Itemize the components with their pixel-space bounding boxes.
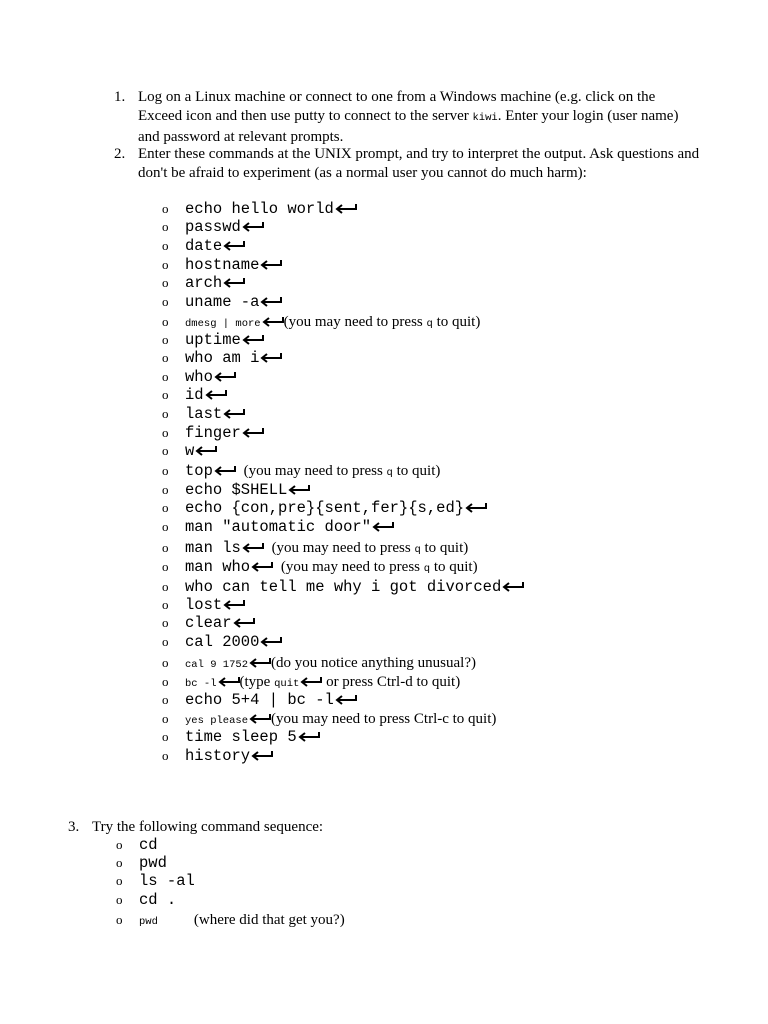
bullet-icon: o bbox=[162, 201, 169, 216]
key-name: q bbox=[386, 467, 393, 479]
bullet-icon: o bbox=[116, 892, 123, 907]
command-line bbox=[139, 871, 195, 891]
return-arrow-icon bbox=[195, 445, 217, 457]
bullet-icon: o bbox=[116, 855, 123, 870]
return-arrow-icon bbox=[223, 599, 245, 611]
return-arrow-icon bbox=[242, 427, 264, 439]
command-text: cd . bbox=[139, 891, 177, 909]
command-line bbox=[185, 557, 478, 579]
command-line bbox=[139, 835, 158, 855]
bullet-icon: o bbox=[162, 500, 169, 515]
command-text: man who bbox=[185, 558, 251, 576]
command-line bbox=[185, 236, 245, 256]
command-text: lost bbox=[185, 596, 223, 614]
command-text: echo {con,pre}{sent,fer}{s,ed} bbox=[185, 499, 465, 517]
command-text: passwd bbox=[185, 218, 241, 236]
command-text: echo hello world bbox=[185, 200, 334, 218]
command-text: yes please bbox=[185, 715, 249, 727]
command-line bbox=[185, 727, 320, 747]
command-text: who can tell me why i got divorced bbox=[185, 578, 502, 596]
bullet-icon: o bbox=[162, 692, 169, 707]
return-arrow-icon bbox=[249, 657, 271, 669]
step-1-text-before: Log on a Linux machine or connect to one from a Windows machine (e.g. click on the Exceed icon and then use putty to connect to the server bbox=[138, 89, 656, 124]
return-arrow-icon bbox=[223, 277, 245, 289]
command-note-end: to quit) bbox=[420, 540, 469, 556]
command-text: pwd bbox=[139, 854, 167, 872]
command-line bbox=[185, 595, 245, 615]
key-name: quit bbox=[274, 678, 300, 690]
return-arrow-icon bbox=[502, 581, 524, 593]
command-note: (you may need to press bbox=[267, 540, 415, 556]
step-3-number: 3. bbox=[68, 819, 80, 835]
command-text: date bbox=[185, 237, 223, 255]
bullet-icon: o bbox=[116, 873, 123, 888]
command-note-end: to quit) bbox=[432, 314, 481, 330]
step-2-text: Enter these commands at the UNIX prompt, and try to interpret the output. Ask questions and don't be afraid to experiment (as a normal user you cannot do much harm): bbox=[138, 146, 700, 181]
command-note: (you may need to press bbox=[277, 559, 424, 575]
command-line bbox=[185, 498, 487, 518]
command-text: id bbox=[185, 386, 204, 404]
return-arrow-icon bbox=[242, 334, 264, 346]
return-arrow-icon bbox=[335, 694, 357, 706]
key-name: q bbox=[414, 544, 421, 556]
key-name: q bbox=[423, 563, 431, 575]
command-line bbox=[185, 404, 245, 424]
command-line bbox=[185, 330, 264, 350]
command-line bbox=[185, 217, 264, 237]
bullet-icon: o bbox=[162, 597, 169, 612]
return-arrow-icon bbox=[260, 296, 282, 308]
command-text: finger bbox=[185, 424, 241, 442]
return-arrow-icon bbox=[249, 713, 271, 725]
bullet-icon: o bbox=[162, 615, 169, 630]
return-arrow-icon bbox=[335, 203, 357, 215]
command-text: who bbox=[185, 368, 213, 386]
server-name: kiwi bbox=[472, 112, 498, 124]
return-arrow-icon bbox=[223, 240, 245, 252]
command-text: last bbox=[185, 405, 223, 423]
return-arrow-icon bbox=[372, 521, 394, 533]
command-line bbox=[185, 613, 255, 633]
command-text: clear bbox=[185, 614, 232, 632]
command-line bbox=[139, 890, 176, 910]
bullet-icon: o bbox=[162, 729, 169, 744]
command-line bbox=[185, 577, 524, 597]
bullet-icon: o bbox=[162, 425, 169, 440]
command-text: uptime bbox=[185, 331, 241, 349]
command-text: ls -al bbox=[139, 872, 195, 890]
command-text: bc -l bbox=[185, 678, 217, 690]
return-arrow-icon bbox=[242, 542, 264, 554]
command-text: time sleep 5 bbox=[185, 728, 297, 746]
command-text: man ls bbox=[185, 539, 241, 557]
bullet-icon: o bbox=[162, 748, 169, 763]
command-line bbox=[139, 853, 167, 873]
return-arrow-icon bbox=[260, 259, 282, 271]
step-1-text bbox=[138, 88, 698, 147]
command-line bbox=[185, 255, 282, 275]
command-line bbox=[185, 480, 310, 500]
command-note-end: or press Ctrl-d to quit) bbox=[322, 674, 461, 690]
command-line bbox=[185, 632, 282, 652]
command-text: cal 2000 bbox=[185, 633, 260, 651]
bullet-icon: o bbox=[162, 674, 169, 689]
bullet-icon: o bbox=[162, 294, 169, 309]
return-arrow-icon bbox=[298, 731, 320, 743]
command-note: (where did that get you?) bbox=[193, 912, 345, 928]
bullet-icon: o bbox=[162, 314, 169, 329]
command-text: cal 9 1752 bbox=[185, 659, 249, 671]
bullet-icon: o bbox=[162, 579, 169, 594]
return-arrow-icon bbox=[242, 221, 264, 233]
bullet-icon: o bbox=[162, 332, 169, 347]
command-line bbox=[185, 517, 394, 537]
command-line bbox=[185, 199, 357, 219]
return-arrow-icon bbox=[260, 352, 282, 364]
return-arrow-icon bbox=[465, 502, 487, 514]
bullet-icon: o bbox=[162, 711, 169, 726]
command-text: cd bbox=[139, 836, 158, 854]
return-arrow-icon bbox=[262, 316, 284, 328]
command-text: history bbox=[185, 747, 251, 765]
bullet-icon: o bbox=[162, 406, 169, 421]
return-arrow-icon bbox=[233, 617, 255, 629]
command-text: pwd bbox=[139, 916, 158, 928]
command-note: (do you notice anything unusual?) bbox=[271, 655, 476, 671]
command-text: echo $SHELL bbox=[185, 481, 288, 499]
command-text: echo 5+4 | bc -l bbox=[185, 691, 334, 709]
command-line bbox=[185, 441, 217, 461]
bullet-icon: o bbox=[162, 463, 169, 478]
command-line bbox=[185, 423, 264, 443]
command-line bbox=[185, 690, 357, 710]
bullet-icon: o bbox=[162, 443, 169, 458]
command-text: top bbox=[185, 462, 213, 480]
bullet-icon: o bbox=[162, 257, 169, 272]
bullet-icon: o bbox=[162, 559, 169, 574]
return-arrow-icon bbox=[260, 636, 282, 648]
bullet-icon: o bbox=[162, 350, 169, 365]
return-arrow-icon bbox=[251, 561, 273, 573]
command-text: hostname bbox=[185, 256, 260, 274]
step-2-number: 2. bbox=[114, 146, 126, 162]
command-note: (you may need to press bbox=[283, 314, 427, 330]
return-arrow-icon bbox=[300, 676, 322, 688]
bullet-icon: o bbox=[162, 369, 169, 384]
bullet-icon: o bbox=[162, 540, 169, 555]
command-line bbox=[185, 348, 282, 368]
return-arrow-icon bbox=[214, 465, 236, 477]
command-line bbox=[185, 746, 273, 766]
command-note: (you may need to press bbox=[239, 463, 387, 479]
step-1-number: 1. bbox=[114, 89, 126, 105]
command-note-end: to quit) bbox=[430, 559, 478, 575]
command-line bbox=[139, 910, 345, 932]
bullet-icon: o bbox=[162, 275, 169, 290]
bullet-icon: o bbox=[162, 238, 169, 253]
command-note: (you may need to press Ctrl-c to quit) bbox=[271, 711, 497, 727]
command-line bbox=[185, 367, 236, 387]
command-line bbox=[185, 292, 282, 312]
command-text: man "automatic door" bbox=[185, 518, 372, 536]
command-text: who am i bbox=[185, 349, 260, 367]
key-name: q bbox=[426, 318, 433, 330]
step-1-text-after: . Enter your login (user name) and password at relevant prompts. bbox=[138, 108, 679, 145]
return-arrow-icon bbox=[218, 676, 240, 688]
return-arrow-icon bbox=[251, 750, 273, 762]
bullet-icon: o bbox=[162, 519, 169, 534]
step-3-text: Try the following command sequence: bbox=[92, 819, 324, 835]
return-arrow-icon bbox=[214, 371, 236, 383]
command-line bbox=[185, 385, 227, 405]
command-text: dmesg | more bbox=[185, 318, 261, 330]
command-text: uname -a bbox=[185, 293, 260, 311]
command-text: w bbox=[185, 442, 195, 460]
command-note: (type bbox=[239, 674, 275, 690]
command-text: arch bbox=[185, 274, 223, 292]
bullet-icon: o bbox=[162, 655, 169, 670]
return-arrow-icon bbox=[288, 484, 310, 496]
command-line bbox=[185, 273, 245, 293]
return-arrow-icon bbox=[223, 408, 245, 420]
bullet-icon: o bbox=[162, 634, 169, 649]
bullet-icon: o bbox=[116, 912, 123, 927]
bullet-icon: o bbox=[162, 482, 169, 497]
command-note-end: to quit) bbox=[392, 463, 441, 479]
bullet-icon: o bbox=[162, 219, 169, 234]
bullet-icon: o bbox=[162, 387, 169, 402]
return-arrow-icon bbox=[205, 389, 227, 401]
bullet-icon: o bbox=[116, 837, 123, 852]
